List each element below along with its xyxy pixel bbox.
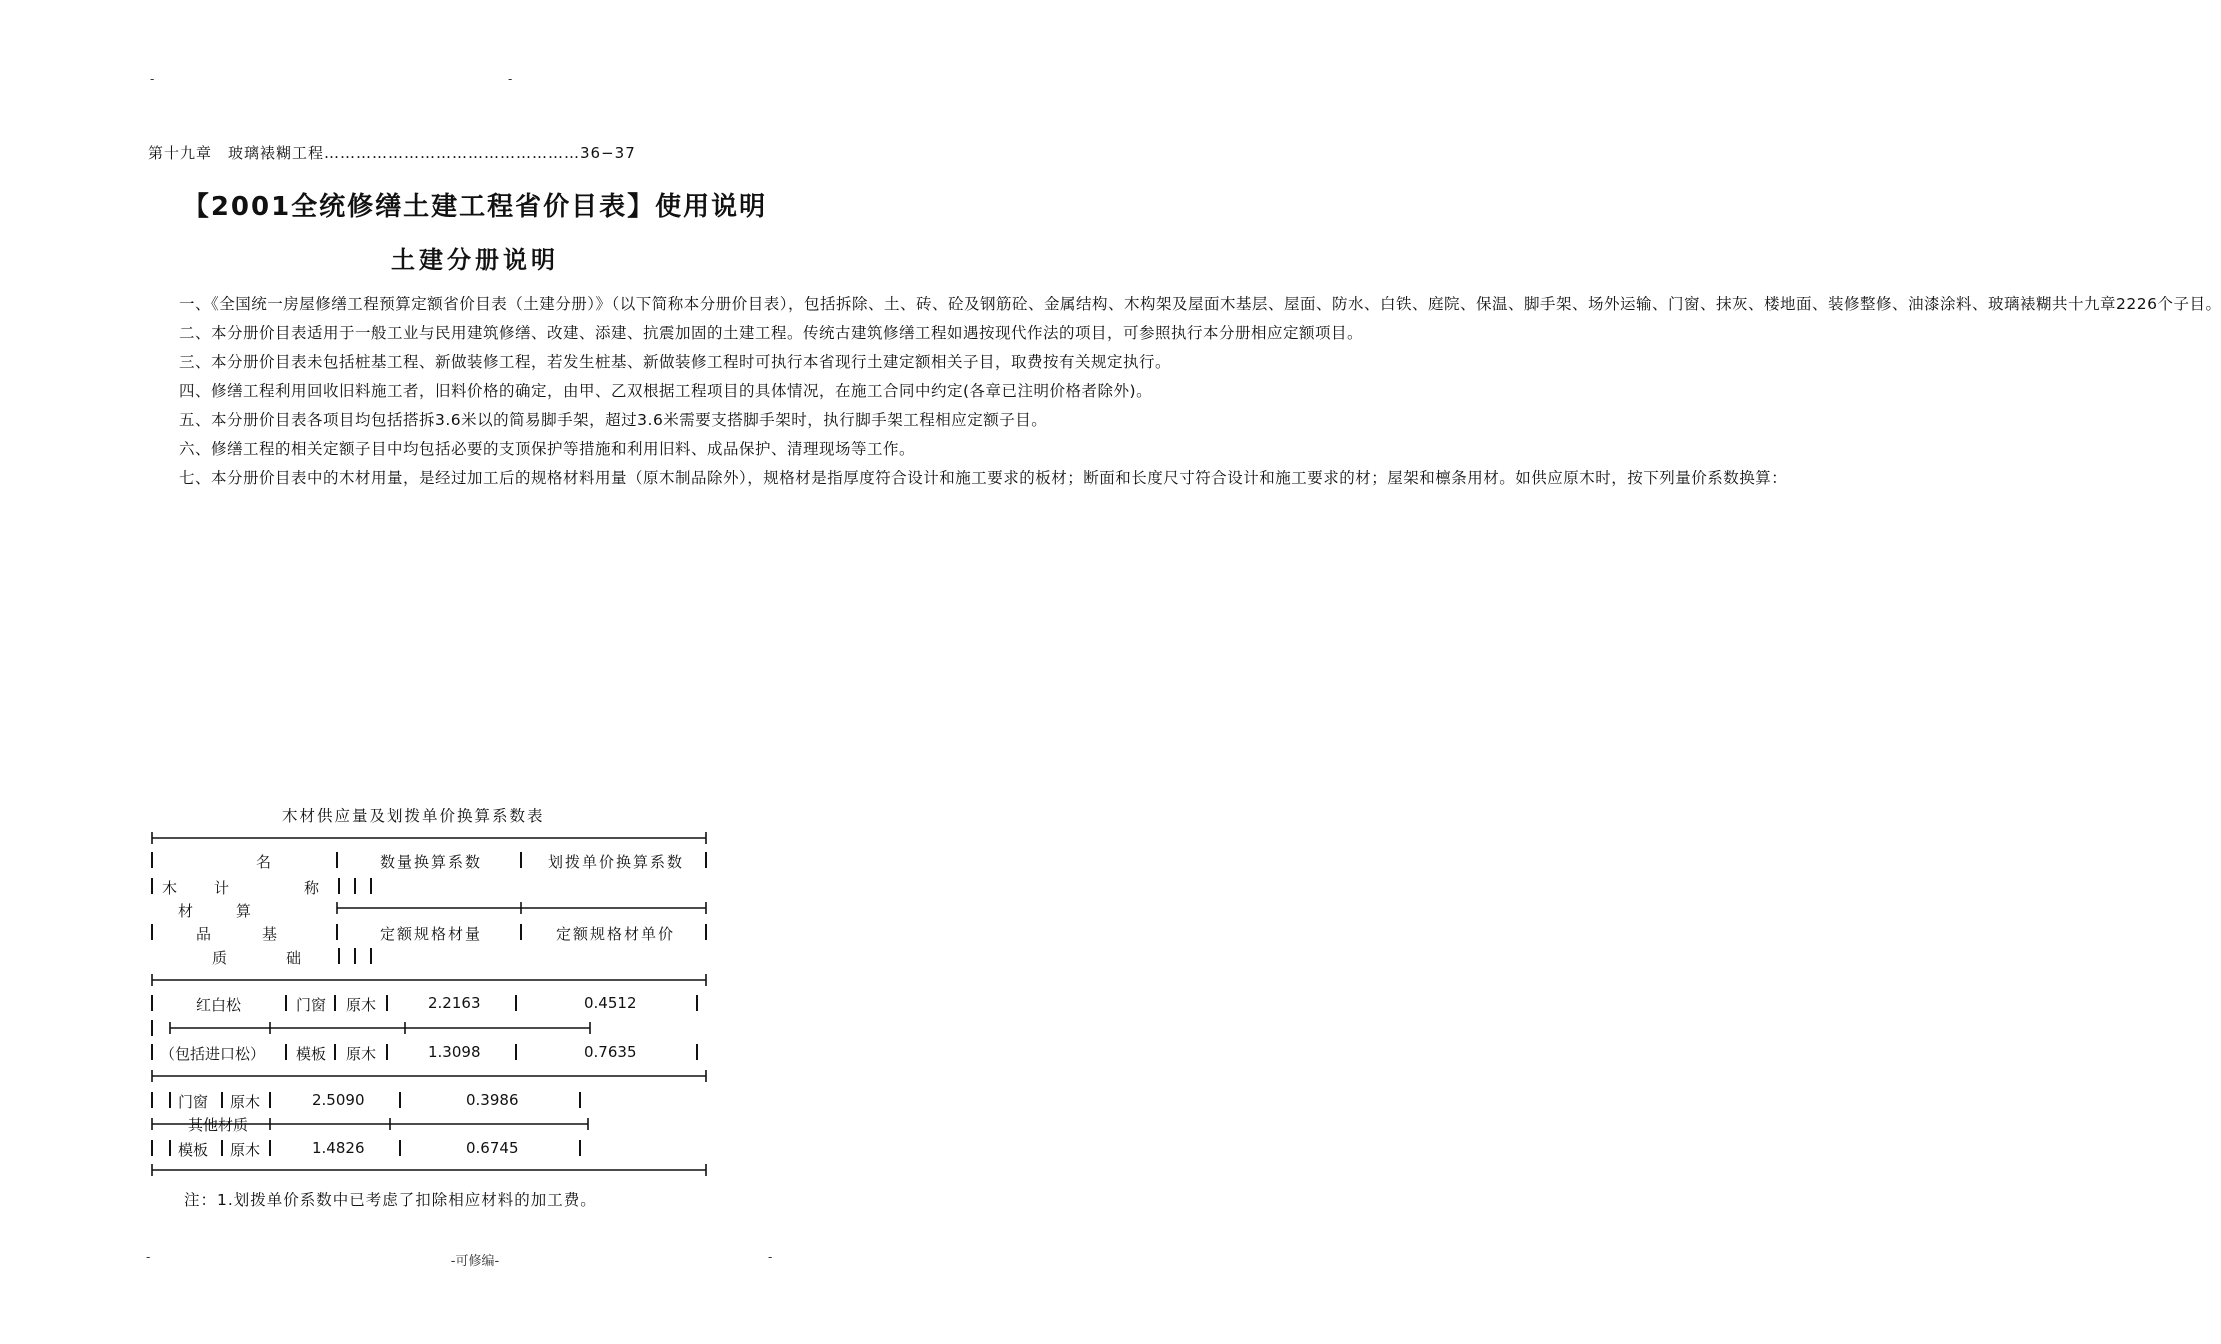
table-cell-use: 模板: [296, 1045, 327, 1063]
table-cell-use: 模板: [178, 1141, 209, 1159]
table-group-imported-pine: （包括进口松）: [160, 1045, 266, 1063]
table-cell-material: 原木: [230, 1093, 261, 1111]
table-head-qty-sub: 定额规格材量: [380, 925, 483, 943]
table-cell-use: 门窗: [296, 996, 327, 1014]
table-head-price: 划拨单价换算系数: [548, 853, 685, 871]
footer-mark-right: -: [768, 1250, 773, 1264]
table-cell-qty: 1.4826: [312, 1139, 365, 1157]
table-head-cheng: 称: [304, 879, 320, 897]
table-cell-price: 0.4512: [584, 994, 637, 1012]
table-cell-price: 0.7635: [584, 1043, 637, 1061]
table-head-suan: 算: [236, 902, 252, 920]
table-head-cai: 材: [178, 902, 194, 920]
header-mark-left: -: [150, 72, 155, 86]
table-head-ming: 名: [256, 853, 272, 871]
table-head-jii: 基: [262, 925, 278, 943]
table-head-zhi: 质: [212, 949, 228, 967]
table-note: 注：1.划拨单价系数中已考虑了扣除相应材料的加工费。: [184, 1191, 597, 1209]
table-cell-qty: 2.5090: [312, 1091, 365, 1109]
table-head-pin: 品: [196, 925, 212, 943]
table-cell-qty: 1.3098: [428, 1043, 481, 1061]
table-cell-price: 0.3986: [466, 1091, 519, 1109]
paragraph-1: 一、《全国统一房屋修缮工程预算定额省价目表（土建分册）》（以下简称本分册价目表），包括拆除、土、砖、砼及钢筋砼、金属结构、木构架及屋面木基层、屋面、防水、白铁、庭院、保温、脚手架、场外运输、门窗、抹灰、楼地面、装修整修、油漆涂料、玻璃裱糊共十九章2226个子目。: [179, 295, 2221, 313]
paragraph-4: 四、修缮工程利用回收旧料施工者，旧料价格的确定，由甲、乙双根据工程项目的具体情况，在施工合同中约定(各章已注明价格者除外)。: [179, 382, 1153, 400]
paragraph-5: 五、本分册价目表各项目均包括搭拆3.6米以的简易脚手架，超过3.6米需要支搭脚手架时，执行脚手架工程相应定额子目。: [179, 411, 1048, 429]
table-group-red-pine: 红白松: [196, 996, 242, 1014]
table-cell-material: 原木: [230, 1141, 261, 1159]
header-mark-right: -: [508, 72, 513, 86]
table-title: 木材供应量及划拨单价换算系数表: [282, 807, 545, 825]
table-head-qty: 数量换算系数: [380, 853, 483, 871]
table-cell-material: 原木: [346, 1045, 377, 1063]
section-subtitle: 土建分册说明: [391, 246, 559, 274]
table-head-mu: 木: [162, 879, 178, 897]
table-head-chu: 础: [286, 949, 302, 967]
paragraph-7: 七、本分册价目表中的木材用量，是经过加工后的规格材料用量（原木制品除外），规格材是指厚度符合设计和施工要求的板材；断面和长度尺寸符合设计和施工要求的材；屋架和檩条用材。如供应原木时，按下列量价系数换算：: [179, 469, 1788, 487]
table-head-price-sub: 定额规格材单价: [556, 925, 676, 943]
paragraph-3: 三、本分册价目表未包括桩基工程、新做装修工程，若发生桩基、新做装修工程时可执行本省现行土建定额相关子目，取费按有关规定执行。: [179, 353, 1172, 371]
table-cell-qty: 2.2163: [428, 994, 481, 1012]
table-group-other: 其他材质: [188, 1116, 249, 1134]
table-cell-price: 0.6745: [466, 1139, 519, 1157]
paragraph-2: 二、本分册价目表适用于一般工业与民用建筑修缮、改建、添建、抗震加固的土建工程。传统古建筑修缮工程如遇按现代作法的项目，可参照执行本分册相应定额项目。: [179, 324, 1364, 342]
table-cell-material: 原木: [346, 996, 377, 1014]
toc-line: 第十九章 玻璃裱糊工程…………………………………………36−37: [148, 144, 636, 162]
table-cell-use: 门窗: [178, 1093, 209, 1111]
footer-mark-left: -: [146, 1250, 151, 1264]
table-head-ji: 计: [214, 879, 230, 897]
page-title: 【2001全统修缮土建工程省价目表】使用说明: [182, 192, 768, 222]
paragraph-6: 六、修缮工程的相关定额子目中均包括必要的支顶保护等措施和利用旧料、成品保护、清理现场等工作。: [179, 440, 916, 458]
footer-text: -可修编-: [450, 1254, 500, 1269]
